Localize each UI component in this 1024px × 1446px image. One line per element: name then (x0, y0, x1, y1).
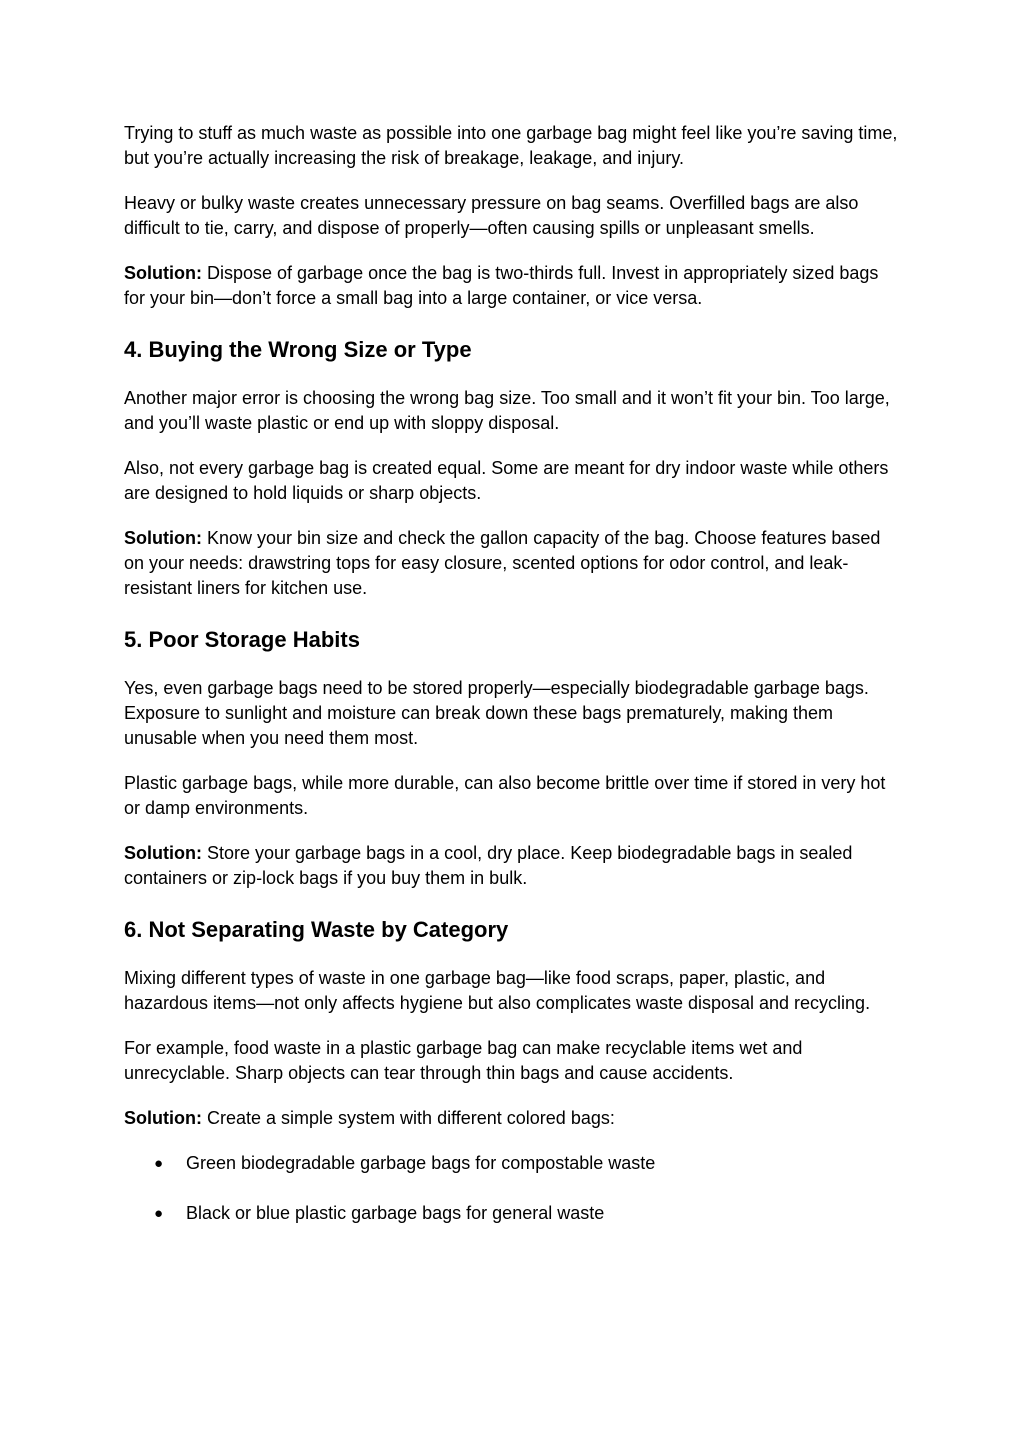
list-item (124, 1201, 904, 1226)
bullet-icon: ● (154, 1205, 164, 1222)
document-page (124, 121, 904, 1251)
paragraph: Trying to stuff as much waste as possible into one garbage bag might feel like you’re saving time, but you’re actually increasing the risk of breakage, leakage, and injury. (124, 123, 898, 168)
paragraph: For example, food waste in a plastic garbage bag can make recyclable items wet and unrecyclable. Sharp objects can tear through thin bags and cause accidents. (124, 1038, 803, 1083)
paragraph: Yes, even garbage bags need to be stored properly—especially biodegradable garbage bags. Exposure to sunlight and moisture can break down these bags prematurely, making them unusable when you need them most. (124, 678, 869, 748)
section-heading: 4. Buying the Wrong Size or Type (124, 337, 472, 362)
solution-label: Solution: (124, 843, 202, 863)
solution-text: Store your garbage bags in a cool, dry place. Keep biodegradable bags in sealed containers or zip-lock bags if you buy them in bulk. (124, 843, 853, 888)
solution-label: Solution: (124, 263, 202, 283)
solution-label: Solution: (124, 1108, 202, 1128)
paragraph: Also, not every garbage bag is created equal. Some are meant for dry indoor waste while others are designed to hold liquids or sharp objects. (124, 458, 889, 503)
solution-paragraph (124, 841, 904, 891)
paragraph: Heavy or bulky waste creates unnecessary pressure on bag seams. Overfilled bags are also difficult to tie, carry, and dispose of properly—often causing spills or unpleasant smells. (124, 193, 859, 238)
paragraph: Mixing different types of waste in one garbage bag—like food scraps, paper, plastic, and hazardous items—not only affects hygiene but also complicates waste disposal and recycling. (124, 968, 871, 1013)
solution-text: Create a simple system with different colored bags: (207, 1108, 615, 1128)
solution-text: Dispose of garbage once the bag is two-thirds full. Invest in appropriately sized bags for your bin—don’t force a small bag into a large container, or vice versa. (124, 263, 879, 308)
solution-label: Solution: (124, 528, 202, 548)
solution-paragraph (124, 261, 904, 311)
solution-paragraph (124, 526, 904, 601)
list-item (124, 1151, 904, 1176)
list-item-text: Black or blue plastic garbage bags for general waste (186, 1203, 605, 1223)
solution-paragraph (124, 1106, 904, 1131)
section-heading: 5. Poor Storage Habits (124, 627, 360, 652)
section-heading: 6. Not Separating Waste by Category (124, 917, 509, 942)
paragraph: Another major error is choosing the wrong bag size. Too small and it won’t fit your bin. Too large, and you’ll waste plastic or end up with sloppy disposal. (124, 388, 890, 433)
paragraph: Plastic garbage bags, while more durable, can also become brittle over time if stored in very hot or damp environments. (124, 773, 886, 818)
bullet-icon: ● (154, 1155, 164, 1172)
list-item-text: Green biodegradable garbage bags for compostable waste (186, 1153, 656, 1173)
solution-text: Know your bin size and check the gallon capacity of the bag. Choose features based on your needs: drawstring tops for easy closure, scented options for odor control, and leak-resistant liners for kitchen use. (124, 528, 881, 598)
bullet-list (124, 1151, 904, 1226)
